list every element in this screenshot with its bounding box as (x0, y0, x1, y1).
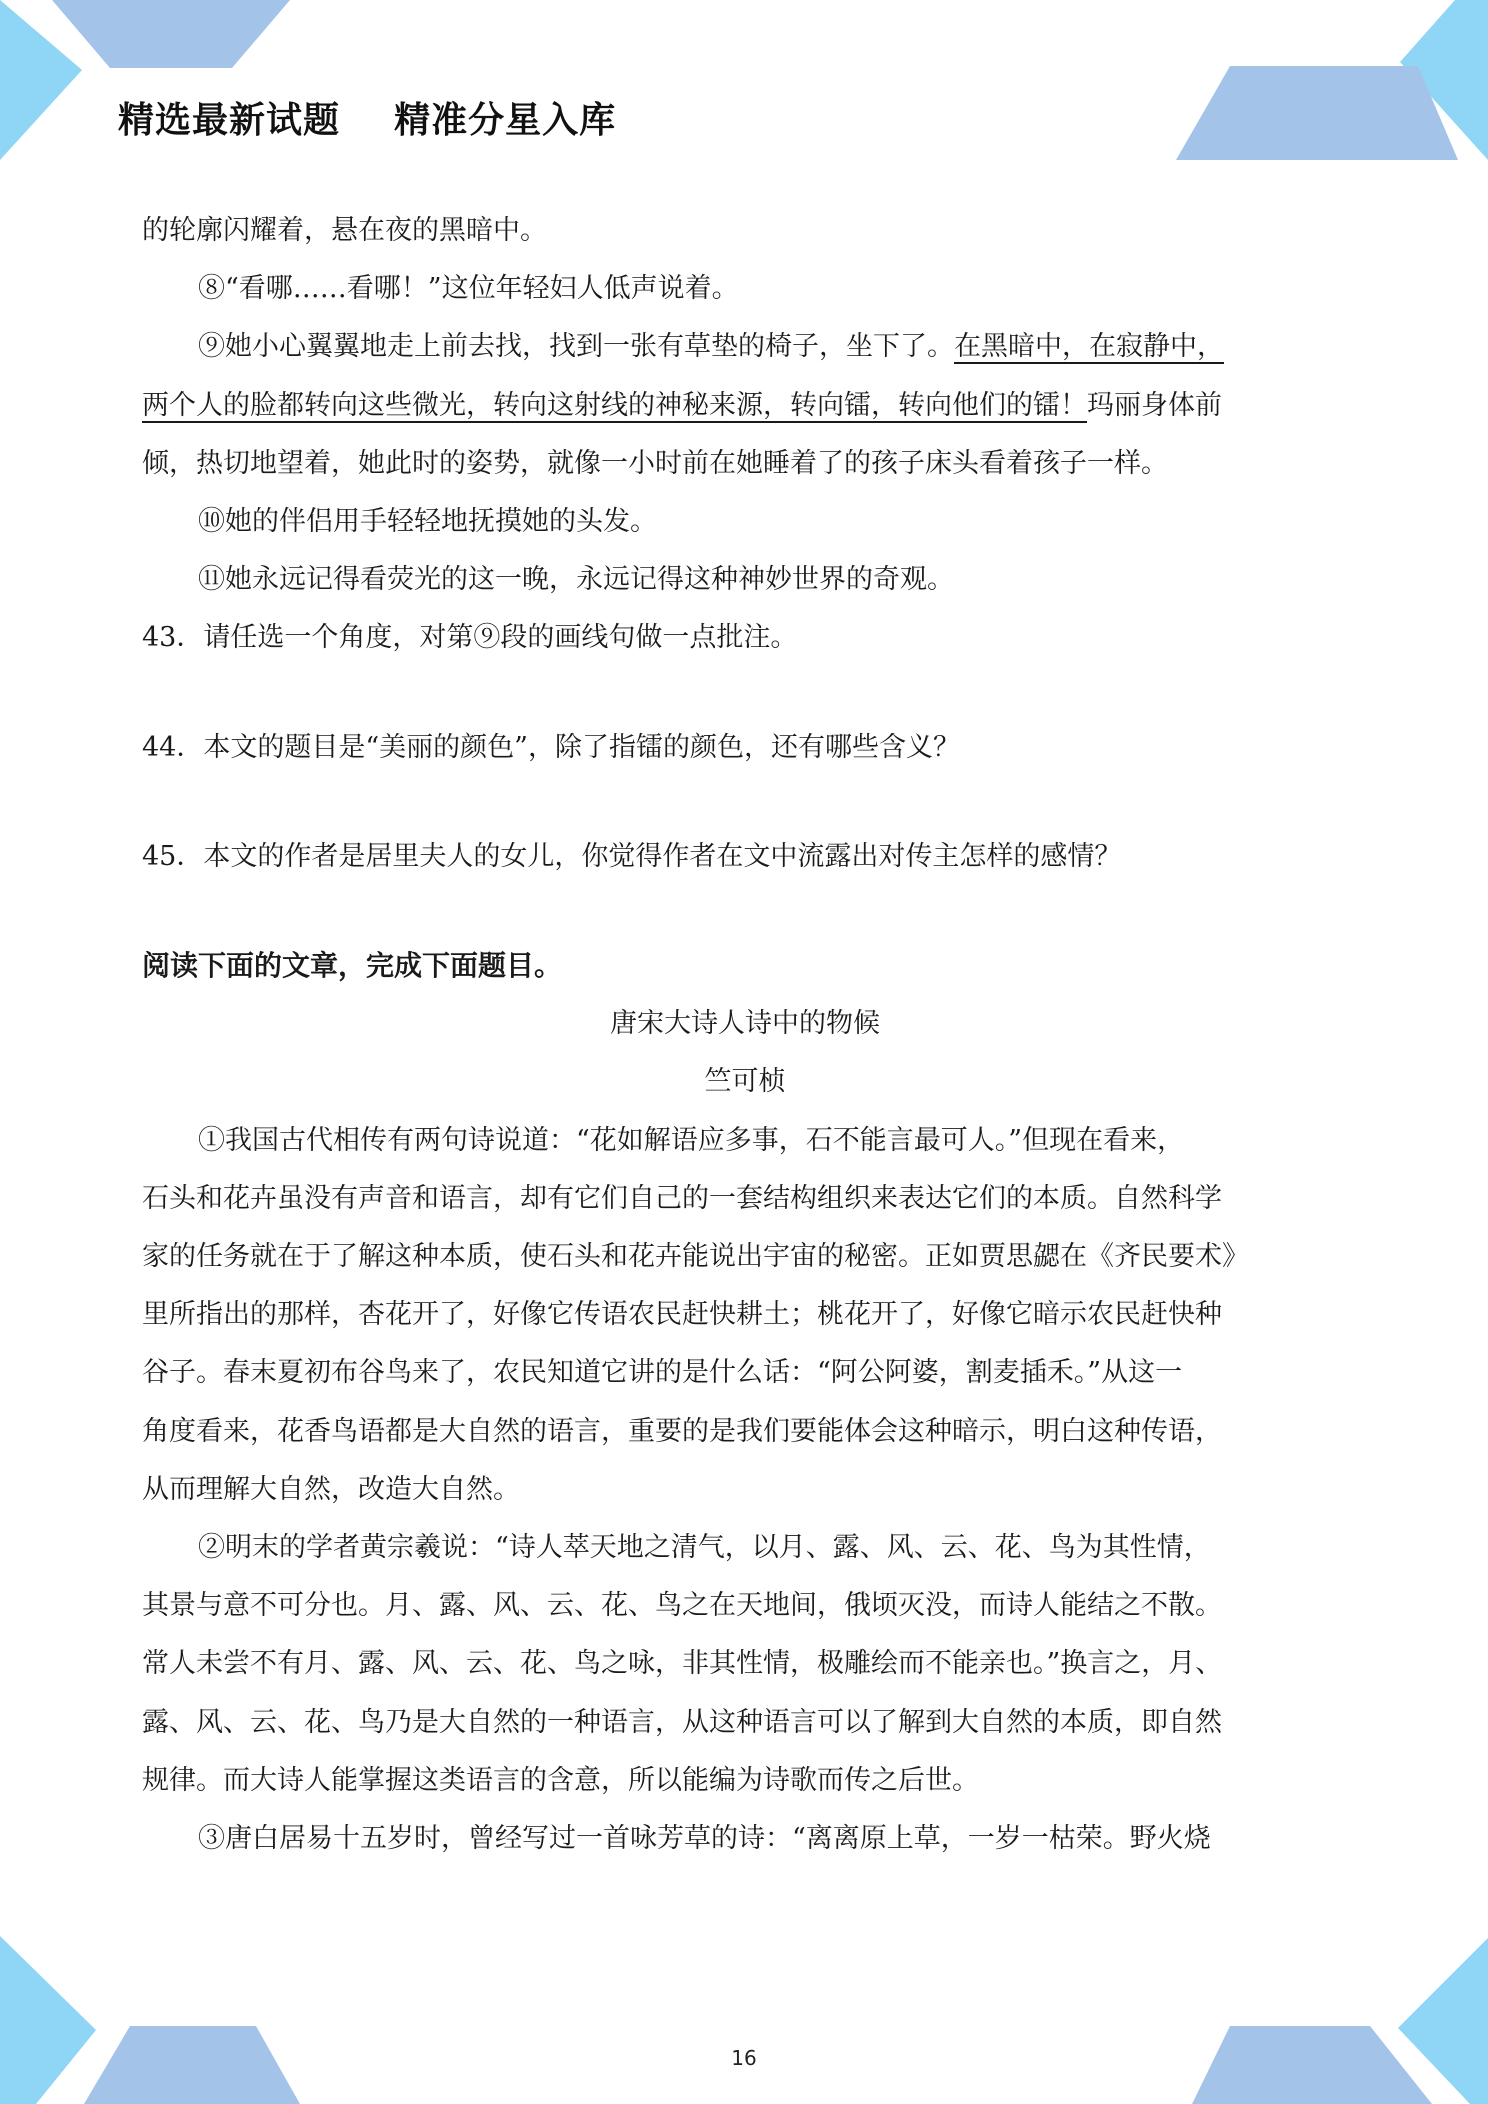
article-para-1-line: 石头和花卉虽没有声音和语言，却有它们自己的一套结构组织来表达它们的本质。自然科学 (142, 1182, 1222, 1214)
article-para-2-line: ②明末的学者黄宗羲说：“诗人萃天地之清气，以月、露、风、云、花、鸟为其性情， (198, 1532, 1211, 1564)
article-para-1-line: 家的任务就在于了解这种本质，使石头和花卉能说出宇宙的秘密。正如贾思勰在《齐民要术》 (142, 1241, 1249, 1273)
corner-triangle-top-left (0, 0, 82, 160)
passage-line: 的轮廓闪耀着，悬在夜的黑暗中。 (142, 215, 547, 246)
paragraph-9-line-3: 倾，热切地望着，她此时的姿势，就像一小时前在她睡着了的孩子床头看着孩子一样。 (142, 447, 1168, 479)
paragraph-9-line-1 (142, 318, 1348, 376)
header-title: 精选最新试题 精准分星入库 (118, 100, 617, 141)
paragraph-8: ⑧“看哪……看哪！”这位年轻妇人低声说着。 (198, 273, 739, 305)
question-43: 43．请任选一个角度，对第⑨段的画线句做一点批注。 (142, 622, 798, 654)
paragraph-9-text: 玛丽身体前 (1087, 389, 1222, 421)
article-para-1-line: 里所指出的那样，杏花开了，好像它传语农民赶快耕土；桃花开了，好像它暗示农民赶快种 (142, 1299, 1222, 1331)
corner-triangle-bottom-right (1398, 1938, 1488, 2104)
underlined-sentence: 在黑暗中，在寂静中， (954, 331, 1224, 363)
article-title: 唐宋大诗人诗中的物候 (610, 1008, 880, 1040)
paragraph-11: ⑪她永远记得看荧光的这一晚，永远记得这种神妙世界的奇观。 (198, 564, 954, 596)
article-para-1-line: 谷子。春末夏初布谷鸟来了，农民知道它讲的是什么话：“阿公阿婆，割麦插禾。”从这一 (142, 1357, 1183, 1389)
underlined-sentence: 两个人的脸都转向这些微光，转向这射线的神秘来源，转向镭，转向他们的镭！ (142, 389, 1087, 421)
paragraph-9-line-2 (142, 377, 1348, 435)
article-para-2-line: 常人未尝不有月、露、风、云、花、鸟之咏，非其性情，极雕绘而不能亲也。”换言之，月、 (142, 1648, 1223, 1680)
article-para-2-line: 规律。而大诗人能掌握这类语言的含意，所以能编为诗歌而传之后世。 (142, 1764, 979, 1796)
article-para-1-line: 角度看来，花香鸟语都是大自然的语言，重要的是我们要能体会这种暗示，明白这种传语， (142, 1415, 1222, 1447)
article-author: 竺可桢 (704, 1066, 786, 1098)
article-para-2-line: 露、风、云、花、鸟乃是大自然的一种语言，从这种语言可以了解到大自然的本质，即自然 (142, 1706, 1222, 1738)
question-45: 45．本文的作者是居里夫人的女儿，你觉得作者在文中流露出对传主怎样的感情？ (142, 840, 1122, 872)
corner-triangle-bottom-left (0, 1936, 96, 2104)
article-para-3-line: ③唐白居易十五岁时，曾经写过一首咏芳草的诗：“离离原上草，一岁一枯荣。野火烧 (198, 1823, 1211, 1855)
corner-trapezoid-top-left (52, 0, 290, 68)
article-para-1-line: 从而理解大自然，改造大自然。 (142, 1473, 520, 1505)
question-44: 44．本文的题目是“美丽的颜色”，除了指镭的颜色，还有哪些含义？ (142, 731, 960, 763)
paragraph-10: ⑩她的伴侣用手轻轻地抚摸她的头发。 (198, 506, 657, 538)
document-body (142, 202, 1348, 1868)
article-para-1-line: ①我国古代相传有两句诗说道：“花如解语应多事，石不能言最可人。”但现在看来， (198, 1124, 1185, 1156)
corner-trapezoid-top-right (1176, 66, 1458, 160)
article-para-2-line: 其景与意不可分也。月、露、风、云、花、鸟之在天地间，俄顷灭没，而诗人能结之不散。 (142, 1590, 1222, 1622)
paragraph-9-text: ⑨她小心翼翼地走上前去找，找到一张有草垫的椅子，坐下了。 (198, 331, 954, 363)
reading-instruction: 阅读下面的文章，完成下面题目。 (142, 949, 563, 983)
corner-triangle-top-right (1400, 0, 1488, 160)
page-number: 16 (731, 2046, 757, 2070)
